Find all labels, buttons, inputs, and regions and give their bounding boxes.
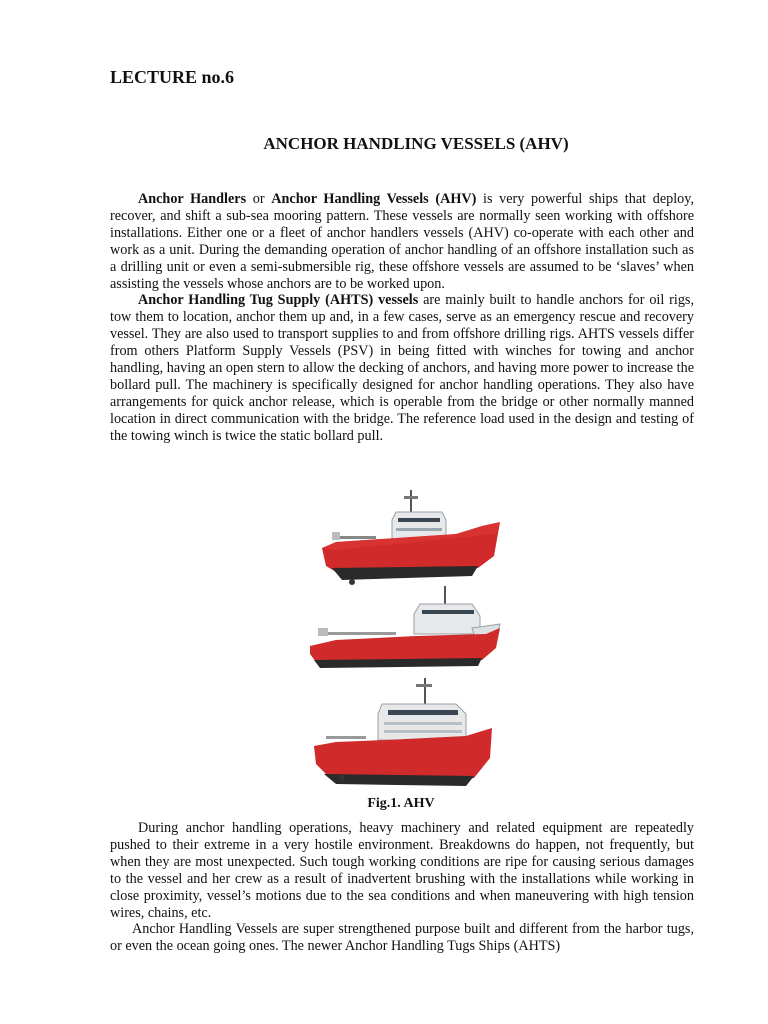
paragraph-ahts xyxy=(110,292,694,444)
term-ahv: Anchor Handling Vessels (AHV) xyxy=(271,191,477,207)
paragraph-strengthened: Anchor Handling Vessels are super strengthened purpose built and different from the harbor tugs, or even the ocean going ones. The newer Anchor Handling Tugs Ships (AHTS) xyxy=(110,921,694,955)
term-anchor-handlers: Anchor Handlers xyxy=(138,191,247,207)
ahv-ship-image-2 xyxy=(310,586,500,668)
term-ahts: Anchor Handling Tug Supply (AHTS) vessels xyxy=(138,292,419,309)
paragraph-operations: During anchor handling operations, heavy machinery and related equipment are repeatedly pushed to their extreme in a very hostile environment. Breakdowns do happen, not frequently, but when they are most unexpected. Such tough working conditions are ripe for causing serious damages to the vessel and her crew as a result of inadvertent brushing with the installations while working in close proximity, vessel’s motions due to the sea conditions and when maneuvering with high tension wires, chains, etc. xyxy=(110,820,694,921)
body-text-lower xyxy=(110,820,694,955)
ahv-ship-image-3 xyxy=(314,678,492,786)
ahv-ship-image-1 xyxy=(322,490,500,585)
figure-caption: Fig.1. AHV xyxy=(367,796,435,811)
paragraph-anchor-handlers-text: is very powerful ships that deploy, recover, and shift a sub-sea mooring pattern. These vessels are normally seen working with offshore installations. Either one or a fleet of anchor handlers vessels (AHV) co-operate with each other and work as a unit. During the demanding operation of anchor handling of an offshore installation such as a drilling unit or even a semi-submersible rig, these offshore vessels are assumed to be ‘slaves’ when assisting the vessels whose anchors are to be worked upon. xyxy=(110,191,694,292)
lecture-label: LECTURE no.6 xyxy=(110,67,235,87)
body-text-upper xyxy=(110,191,694,445)
connector-text: or xyxy=(246,191,272,207)
figure-ahv-vessels xyxy=(296,478,504,794)
paragraph-anchor-handlers xyxy=(110,191,694,292)
page-title: ANCHOR HANDLING VESSELS (AHV) xyxy=(263,134,569,153)
paragraph-ahts-text: are mainly built to handle anchors for oil rigs, tow them to location, anchor them up and, in a few cases, serve as an emergency rescue and recovery vessel. They are also used to transport supplies to and from offshore drilling rigs. AHTS vessels differ from others Platform Supply Vessels (PSV) in being fitted with winches for towing and anchor handling, having an open stern to allow the decking of anchors, and having more power to increase the bollard pull. The machinery is specifically designed for anchor handling operations. They also have arrangements for quick anchor release, which is operable from the bridge or other normally manned location in direct communication with the bridge. The reference load used in the design and testing of the towing winch is twice the static bollard pull. xyxy=(110,292,694,444)
